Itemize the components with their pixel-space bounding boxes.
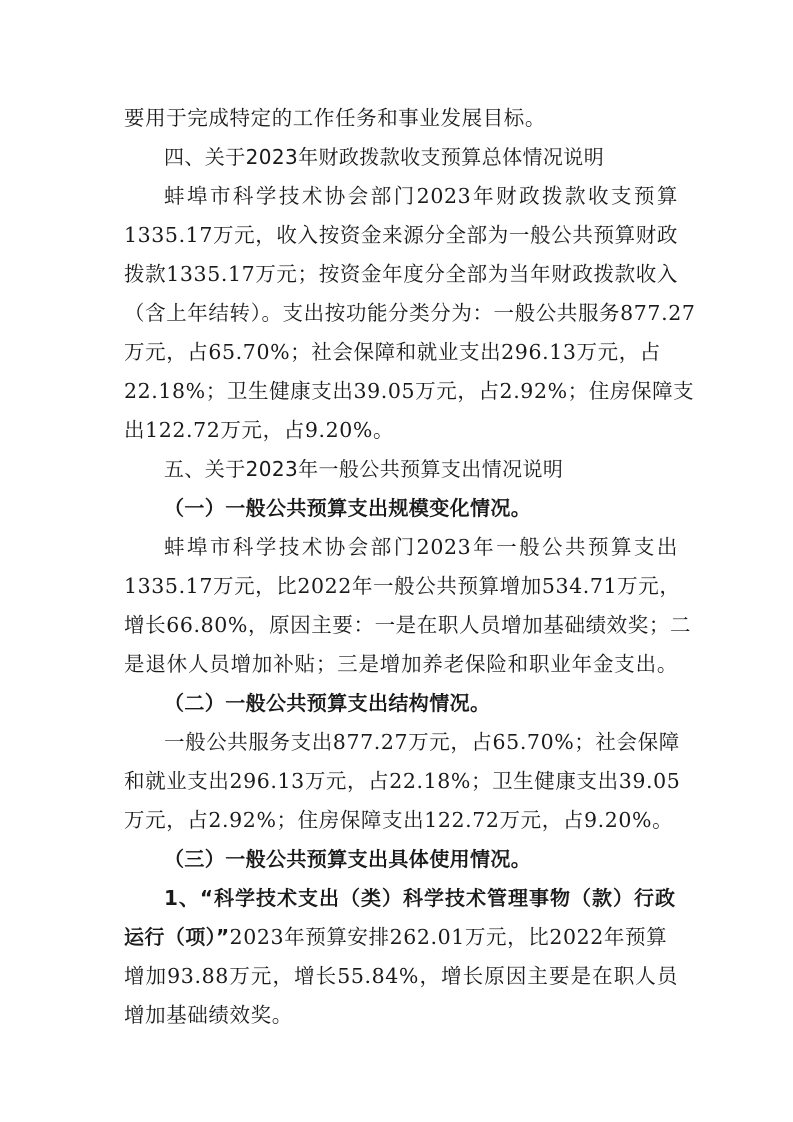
section-heading-5: 五、关于2023年一般公共预算支出情况说明 xyxy=(164,457,564,481)
item-title-bold: 1、“科学技术支出（类）科学技术管理事物（款）行政 xyxy=(164,886,677,910)
text-line: 一般公共服务支出877.27万元，占65.70%；社会保障 xyxy=(164,730,680,754)
text-line: 万元，占2.92%；住房保障支出122.72万元，占9.20%。 xyxy=(124,808,674,832)
text-line: 蚌埠市科学技术协会部门2023年一般公共预算支出 xyxy=(164,535,678,559)
text-line: 蚌埠市科学技术协会部门2023年财政拨款收支预算 xyxy=(164,184,678,208)
text-line: 增加基础绩效奖。 xyxy=(124,1003,293,1027)
text-line: 增长66.80%，原因主要：一是在职人员增加基础绩效奖；二 xyxy=(124,613,692,637)
text-line-mixed xyxy=(124,923,678,951)
text-line: 是退休人员增加补贴；三是增加养老保险和职业年金支出。 xyxy=(124,652,678,676)
subsection-heading-3: （三）一般公共预算支出具体使用情况。 xyxy=(164,847,532,871)
text-line: 1335.17万元，收入按资金来源分全部为一般公共预算财政 xyxy=(124,223,678,247)
text-run: 2023年预算安排262.01万元，比2022年预算 xyxy=(229,925,668,949)
text-line: 和就业支出296.13万元，占22.18%；卫生健康支出39.05 xyxy=(124,769,681,793)
text-line: 22.18%；卫生健康支出39.05万元，占2.92%；住房保障支 xyxy=(124,379,695,403)
item-title-bold-cont: 运行（项）” xyxy=(124,925,230,949)
subsection-heading-2: （二）一般公共预算支出结构情况。 xyxy=(164,691,491,715)
subsection-heading-1: （一）一般公共预算支出规模变化情况。 xyxy=(164,496,532,520)
section-heading-4: 四、关于2023年财政拨款收支预算总体情况说明 xyxy=(164,145,605,169)
text-line: 万元，占65.70%；社会保障和就业支出296.13万元，占 xyxy=(124,340,661,364)
text-line: 1335.17万元，比2022年一般公共预算增加534.71万元， xyxy=(124,574,681,598)
text-line: （含上年结转）。支出按功能分类分为：一般公共服务877.27 xyxy=(124,301,696,325)
text-line: 要用于完成特定的工作任务和事业发展目标。 xyxy=(124,106,546,130)
text-line: 出122.72万元，占9.20%。 xyxy=(124,418,395,442)
text-line: 增加93.88万元，增长55.84%，增长原因主要是在职人员 xyxy=(124,964,678,988)
text-line: 拨款1335.17万元；按资金年度分全部为当年财政拨款收入 xyxy=(124,262,678,286)
